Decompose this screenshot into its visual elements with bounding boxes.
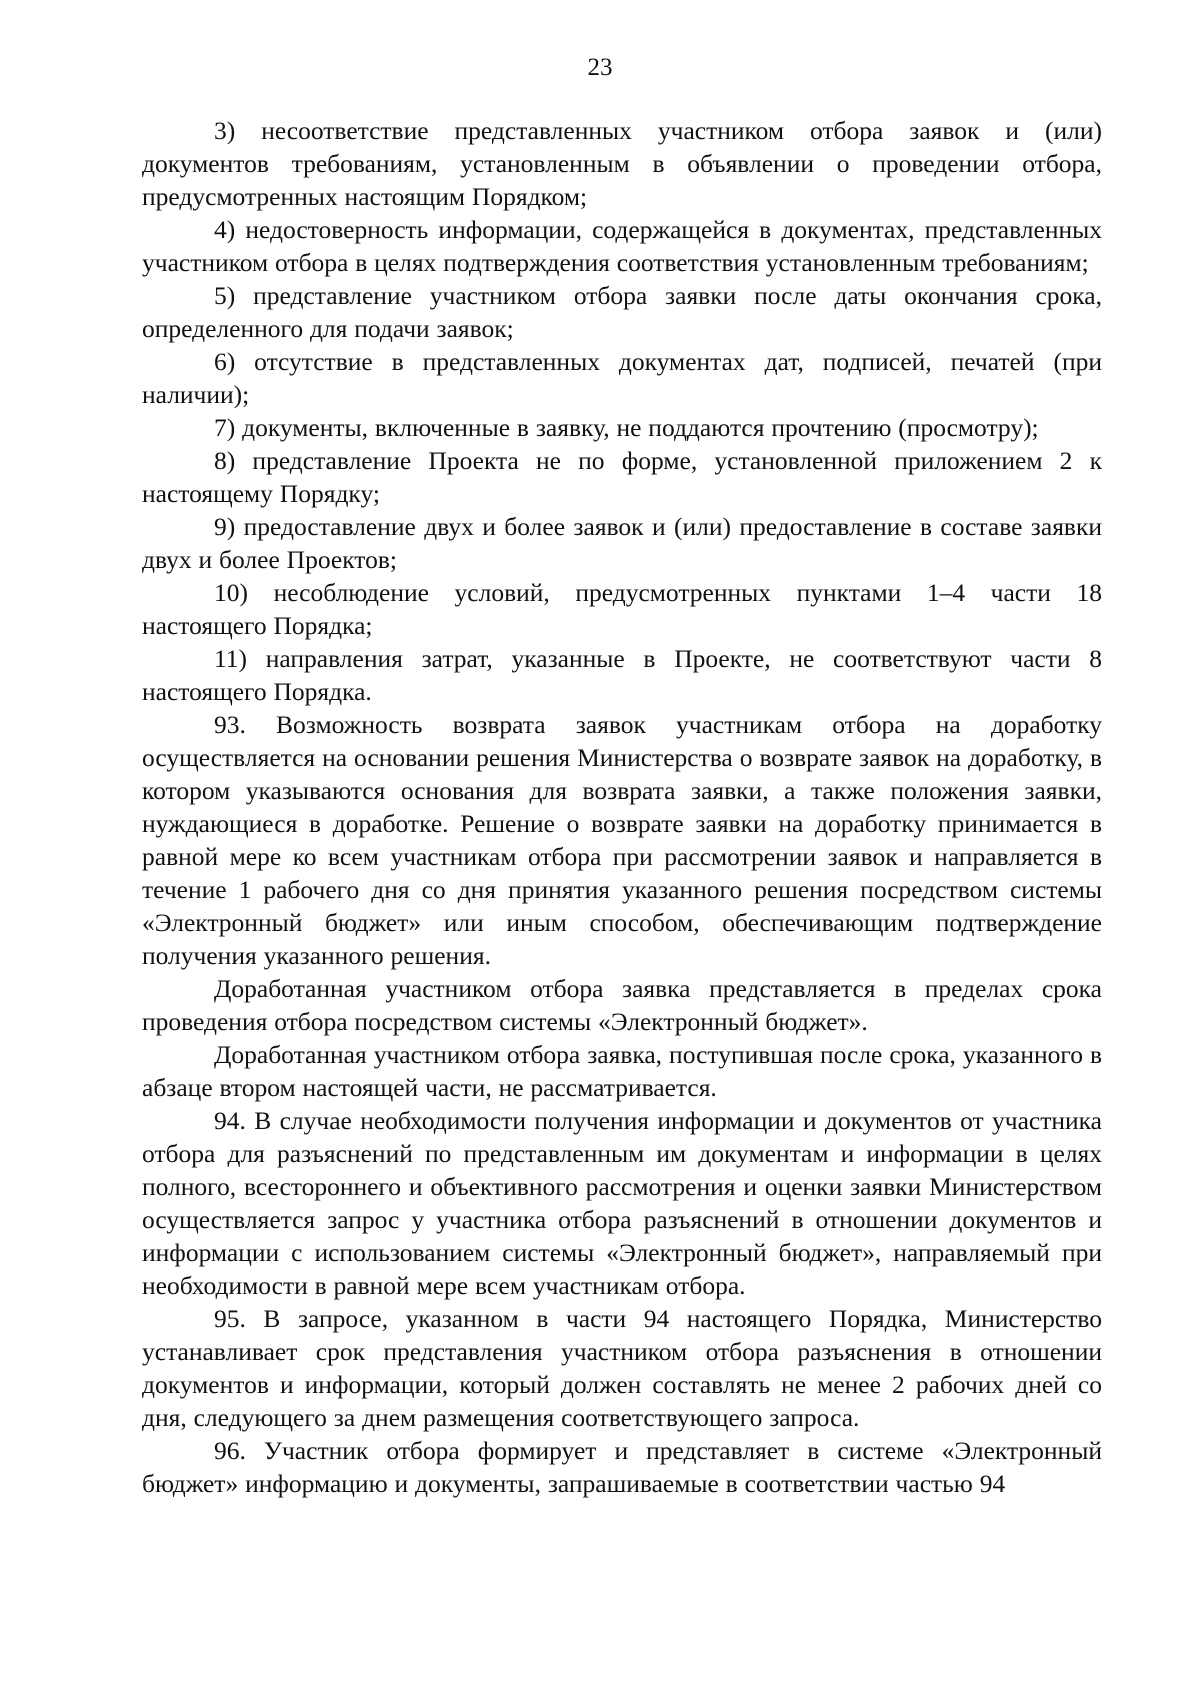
document-body (142, 114, 1102, 1500)
paragraph-item-10: 10) несоблюдение условий, предусмотренных пунктами 1–4 части 18 настоящего Порядка; (142, 578, 1102, 640)
paragraph-item-4: 4) недостоверность информации, содержащейся в документах, представленных участником отбора в целях подтверждения соответствия установленным требованиям; (142, 215, 1102, 277)
paragraph-item-9: 9) предоставление двух и более заявок и (или) предоставление в составе заявки двух и более Проектов; (142, 512, 1102, 574)
paragraph-93: 93. Возможность возврата заявок участникам отбора на доработку осуществляется на основании решения Министерства о возврате заявок на доработку, в котором указываются основания для возврата заявки, а также положения заявки, нуждающиеся в доработке. Решение о возврате заявки на доработку принимается в равной мере ко всем участникам отбора при рассмотрении заявок и направляется в течение 1 рабочего дня со дня принятия указанного решения посредством системы «Электронный бюджет» или иным способом, обеспечивающим подтверждение получения указанного решения. (142, 710, 1102, 970)
paragraph-96: 96. Участник отбора формирует и представляет в системе «Электронный бюджет» информацию и документы, запрашиваемые в соответствии частью 94 (142, 1436, 1102, 1498)
paragraph-item-3: 3) несоответствие представленных участником отбора заявок и (или) документов требованиям, установленным в объявлении о проведении отбора, предусмотренных настоящим Порядком; (142, 116, 1102, 211)
paragraph-item-5: 5) представление участником отбора заявки после даты окончания срока, определенного для подачи заявок; (142, 281, 1102, 343)
page-number: 23 (587, 54, 613, 81)
paragraph-item-8: 8) представление Проекта не по форме, установленной приложением 2 к настоящему Порядку; (142, 446, 1102, 508)
paragraph-item-7: 7) документы, включенные в заявку, не поддаются прочтению (просмотру); (214, 413, 1039, 442)
paragraph-94: 94. В случае необходимости получения информации и документов от участника отбора для разъяснений по представленным им документам и информации в целях полного, всестороннего и объективного рассмотрения и оценки заявки Министерством осуществляется запрос у участника отбора разъяснений в отношении документов и информации с использованием системы «Электронный бюджет», направляемый при необходимости в равной мере всем участникам отбора. (142, 1106, 1102, 1300)
paragraph-95: 95. В запросе, указанном в части 94 настоящего Порядка, Министерство устанавливает срок представления участником отбора разъяснения в отношении документов и информации, который должен составлять не менее 2 рабочих дней со дня, следующего за днем размещения соответствующего запроса. (142, 1304, 1102, 1432)
paragraph-93-abzac-3: Доработанная участником отбора заявка, поступившая после срока, указанного в абзаце втором настоящей части, не рассматривается. (142, 1040, 1102, 1102)
paragraph-93-abzac-2: Доработанная участником отбора заявка представляется в пределах срока проведения отбора посредством системы «Электронный бюджет». (142, 974, 1102, 1036)
paragraph-item-11: 11) направления затрат, указанные в Проекте, не соответствуют части 8 настоящего Порядка. (142, 644, 1102, 706)
paragraph-item-6: 6) отсутствие в представленных документах дат, подписей, печатей (при наличии); (142, 347, 1102, 409)
